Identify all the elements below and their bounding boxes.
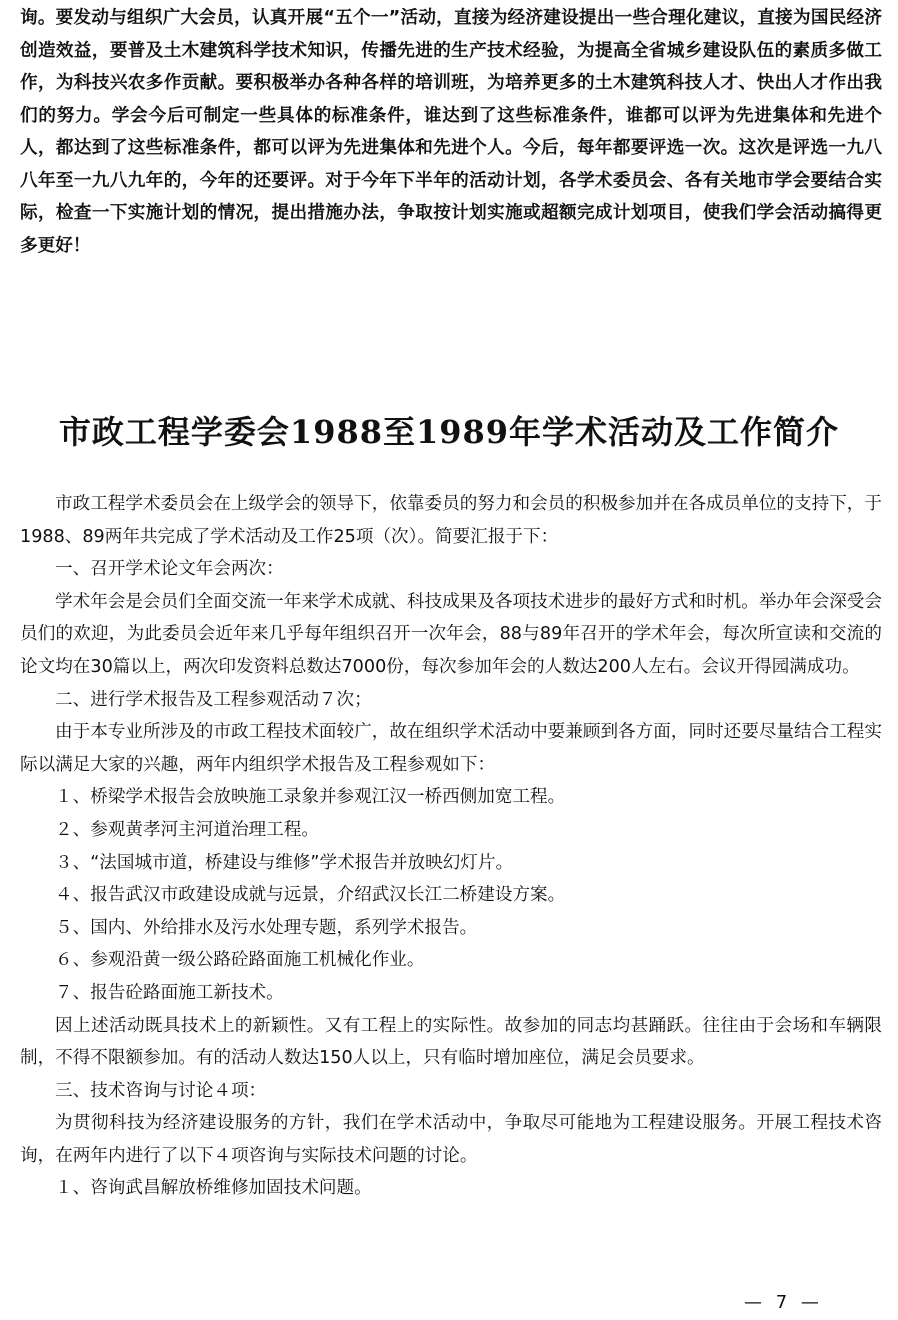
list-item: ３、“法国城市道，桥建设与维修”学术报告并放映幻灯片。 [55, 852, 514, 873]
intro-paragraph: 市政工程学术委员会在上级学会的领导下，依靠委员的努力和会员的积极参加并在各成员单位的支持下，于1988、89两年共完成了学术活动及工作25项（次）。简要汇报于下： [20, 494, 882, 547]
article-body [20, 488, 882, 1205]
continued-paragraph: 询。要发动与组织广大会员，认真开展“五个一”活动，直接为经济建设提出一些合理化建议，直接为国民经济创造效益，要普及土木建筑科学技术知识，传播先进的生产技术经验，为提高全省城乡建设队伍的素质多做工作，为科技兴农多作贡献。要积极举办各种各样的培训班，为培养更多的土木建筑科技人才、快出人才作出我们的努力。学会今后可制定一些具体的标准条件，谁达到了这些标准条件，谁都可以评为先进集体和先进个人，都达到了这些标准条件，都可以评为先进集体和先进个人。今后，每年都要评选一次。这次是评选一九八八年至一九八九年的，今年的还要评。对于今年下半年的活动计划，各学术委员会、各有关地市学会要结合实际，检查一下实施计划的情况，提出措施办法，争取按计划实施或超额完成计划项目，使我们学会活动搞得更多更好！ [20, 8, 882, 256]
list-item: １、桥梁学术报告会放映施工录象并参观江汉一桥西侧加宽工程。 [55, 787, 566, 808]
section-closing-2: 因上述活动既具技术上的新颖性。又有工程上的实际性。故参加的同志均甚踊跃。往往由于会场和车辆限制，不得不限额参加。有的活动人数达150人以上，只有临时增加座位，满足会员要求。 [20, 1015, 882, 1069]
section-body-2: 由于本专业所涉及的市政工程技术面较广，故在组织学术活动中要兼顾到各方面，同时还要尽量结合工程实际以满足大家的兴趣，两年内组织学术报告及工程参观如下： [20, 722, 882, 775]
list-item: ２、参观黄孝河主河道治理工程。 [55, 819, 319, 840]
list-item: ５、国内、外给排水及污水处理专题，系列学术报告。 [55, 917, 478, 938]
section-heading-1: 一、召开学术论文年会两次： [55, 559, 284, 580]
section-heading-3: 三、技术咨询与讨论４项： [55, 1080, 267, 1101]
page-number: — 7 — [744, 1292, 823, 1313]
section-heading-2: 二、进行学术报告及工程参观活动７次； [55, 689, 372, 710]
list-item: １、咨询武昌解放桥维修加固技术问题。 [55, 1178, 372, 1199]
list-item: ７、报告砼路面施工新技术。 [55, 982, 284, 1003]
list-item: ４、报告武汉市政建设成就与远景，介绍武汉长江二桥建设方案。 [55, 885, 566, 906]
list-item: ６、参观沿黄一级公路砼路面施工机械化作业。 [55, 950, 425, 971]
section-body-1: 学术年会是会员们全面交流一年来学术成就、科技成果及各项技术进步的最好方式和时机。举办年会深受会员们的欢迎，为此委员会近年来几乎每年组织召开一次年会，88与89年召开的学术年会，每次所宣读和交流的论文均在30篇以上，两次印发资料总数达7000份，每次参加年会的人数达200人左右。会议开得园满成功。 [20, 591, 882, 677]
section-body-3: 为贯彻科技为经济建设服务的方针，我们在学术活动中，争取尽可能地为工程建设服务。开展工程技术咨询，在两年内进行了以下４项咨询与实际技术问题的讨论。 [20, 1113, 882, 1166]
article-title: 市政工程学委会1988至1989年学术活动及工作简介 [58, 413, 840, 451]
